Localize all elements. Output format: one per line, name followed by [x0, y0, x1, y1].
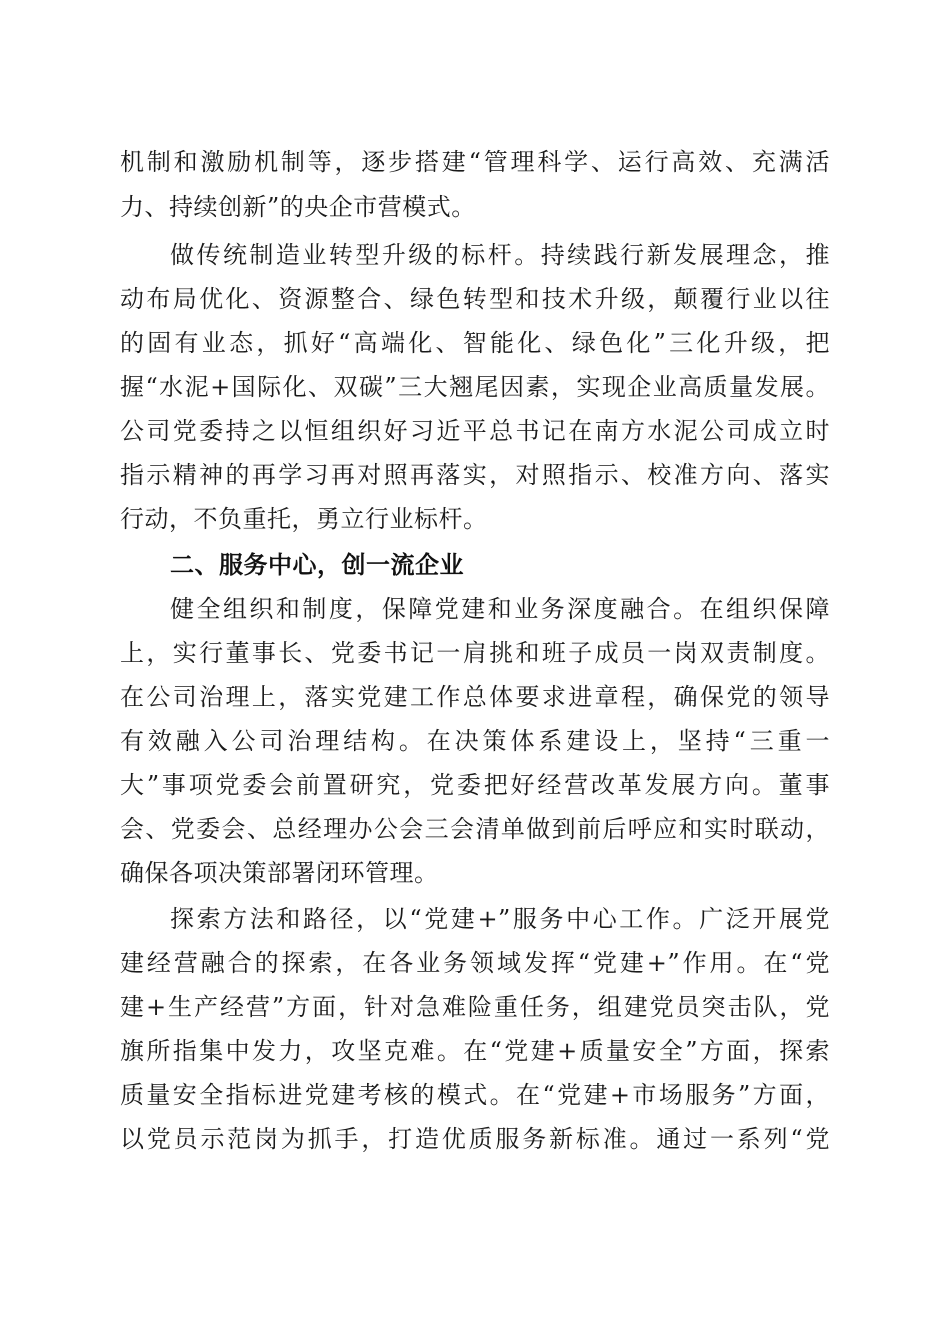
paragraph-3-line-5: 大”事项党委会前置研究，党委把好经营改革发展方向。董事	[120, 771, 830, 799]
paragraph-1-line-2: 力、持续创新”的央企市营模式。	[120, 193, 476, 221]
paragraph-2-line-1: 做传统制造业转型升级的标杆。持续践行新发展理念，推	[170, 241, 830, 269]
paragraph-1-line-1: 机制和激励机制等，逐步搭建“管理科学、运行高效、充满活	[120, 148, 830, 176]
paragraph-3-line-7: 确保各项决策部署闭环管理。	[120, 859, 439, 887]
paragraph-2-line-5: 公司党委持之以恒组织好习近平总书记在南方水泥公司成立时	[120, 417, 830, 445]
paragraph-4-line-4: 旗所指集中发力，攻坚克难。在“党建+质量安全”方面，探索	[120, 1037, 830, 1065]
paragraph-3-line-3: 在公司治理上，落实党建工作总体要求进章程，确保党的领导	[120, 683, 830, 711]
paragraph-2-line-3: 的固有业态，抓好“高端化、智能化、绿色化”三化升级，把	[120, 329, 830, 357]
paragraph-4-line-2: 建经营融合的探索，在各业务领域发挥“党建+”作用。在“党	[120, 949, 830, 977]
paragraph-3-line-6: 会、党委会、总经理办公会三会清单做到前后呼应和实时联动，	[120, 815, 830, 843]
paragraph-3-line-1: 健全组织和制度，保障党建和业务深度融合。在组织保障	[170, 595, 830, 623]
paragraph-4-line-3: 建+生产经营”方面，针对急难险重任务，组建党员突击队，党	[120, 993, 830, 1021]
paragraph-4-line-5: 质量安全指标进党建考核的模式。在“党建+市场服务”方面，	[120, 1081, 830, 1109]
paragraph-2-line-4: 握“水泥+国际化、双碳”三大翘尾因素，实现企业高质量发展。	[120, 373, 830, 401]
paragraph-4-line-1: 探索方法和路径，以“党建+”服务中心工作。广泛开展党	[170, 905, 830, 933]
paragraph-2-line-2: 动布局优化、资源整合、绿色转型和技术升级，颠覆行业以往	[120, 285, 830, 313]
paragraph-2-line-7: 行动，不负重托，勇立行业标杆。	[120, 505, 488, 533]
paragraph-3-line-4: 有效融入公司治理结构。在决策体系建设上，坚持“三重一	[120, 727, 830, 755]
paragraph-4-line-6: 以党员示范岗为抓手，打造优质服务新标准。通过一系列“党	[120, 1125, 830, 1153]
paragraph-2-line-6: 指示精神的再学习再对照再落实，对照指示、校准方向、落实	[120, 461, 830, 489]
section-heading: 二、服务中心，创一流企业	[170, 551, 464, 579]
paragraph-3-line-2: 上，实行董事长、党委书记一肩挑和班子成员一岗双责制度。	[120, 639, 830, 667]
